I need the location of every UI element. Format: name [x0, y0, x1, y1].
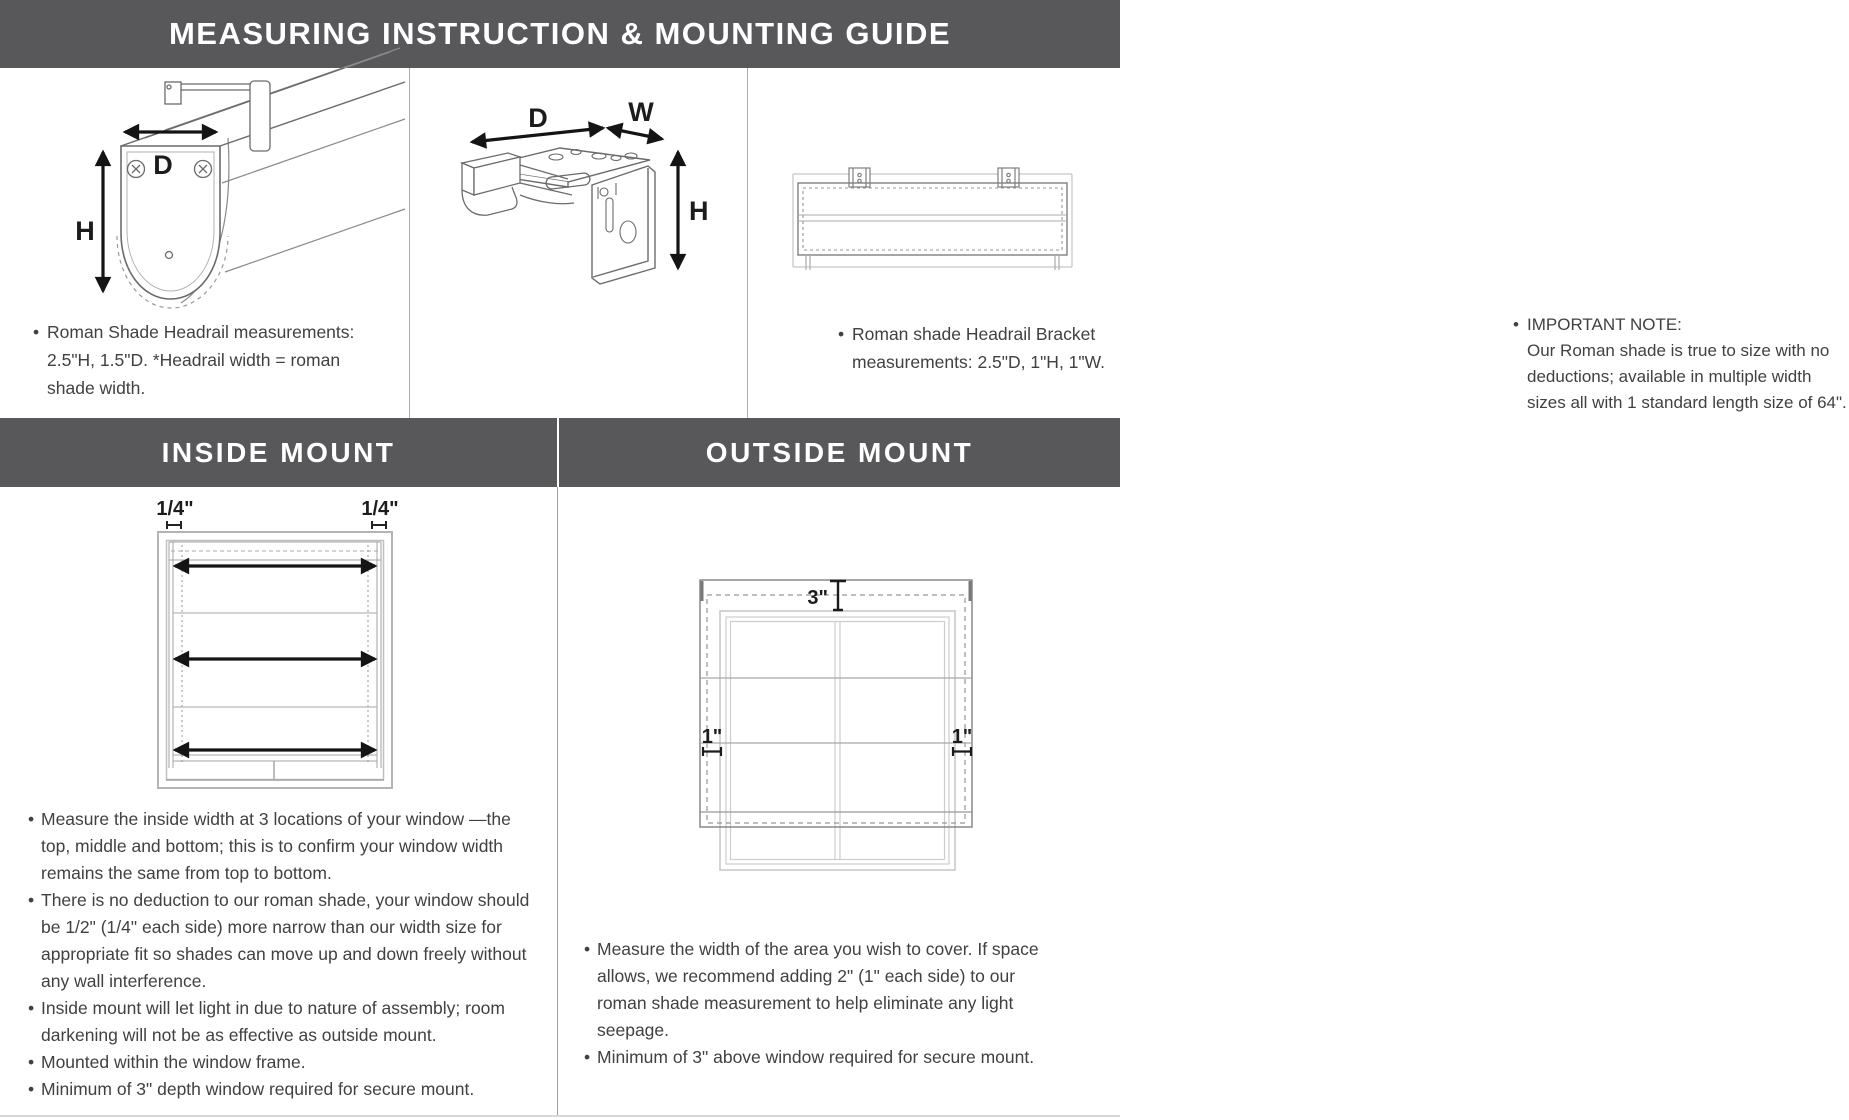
- mount-section-headers: [0, 418, 1120, 487]
- height-label: H: [75, 216, 95, 246]
- list-item: • Measure the width of the area you wish to cover. If space allows, we recommend adding 2" (1" each side) to our roman shade measurement to help eliminate any light seepage.: [584, 936, 1060, 1044]
- shade-dashed-sides: [182, 545, 368, 763]
- shade-legs: [806, 255, 1059, 270]
- bracket-icon: [849, 168, 1019, 187]
- window-behind-shade: [720, 611, 955, 870]
- shade-corner-marks: [702, 581, 970, 601]
- inside-mount-bullets: [28, 806, 542, 1103]
- shade-edges: [169, 542, 381, 768]
- right-gap-label: 1": [951, 726, 973, 748]
- outside-mount-bullets: [584, 936, 1060, 1071]
- depth-label: D: [528, 103, 548, 133]
- panel-important-note: [748, 68, 1847, 418]
- list-item: • Measure the inside width at 3 locations of your window —the top, middle and bottom; this is to confirm your window width remains the same from top to bottom.: [28, 806, 542, 887]
- panel-bracket: [410, 68, 1106, 418]
- left-gap-label: 1": [701, 726, 723, 748]
- width-measure-arrows: [175, 566, 375, 750]
- bracket-vertical-plate: [592, 166, 655, 284]
- headrail-seam-lines: [798, 215, 1067, 221]
- width-arrow: [608, 128, 662, 139]
- side-gap-tick-marks: [703, 747, 971, 756]
- window-sill: [166, 761, 384, 780]
- inside-mount-diagram: [135, 495, 415, 805]
- page-title: MEASURING INSTRUCTION & MOUNTING GUIDE: [168, 16, 952, 51]
- bracket-diagram: [460, 95, 740, 305]
- note-title: • IMPORTANT NOTE:: [1513, 312, 1849, 338]
- shade-dashed-inset: [707, 595, 965, 823]
- list-item: • Mounted within the window frame.: [28, 1049, 542, 1076]
- image-bottom-border: [0, 1115, 1120, 1117]
- bracket-bullet-text: • Roman shade Headrail Bracket measurements: 2.5"D, 1"H, 1"W.: [838, 320, 1114, 376]
- inside-mount-title: INSIDE MOUNT: [161, 436, 396, 468]
- list-item: • Minimum of 3" above window required for secure mount.: [584, 1044, 1060, 1071]
- outside-mount-header: [559, 418, 1120, 487]
- headrail-bullet-text: • Roman Shade Headrail measurements: 2.5"H, 1.5"D. *Headrail width = roman shade width.: [33, 318, 355, 402]
- outside-mount-diagram: [692, 560, 982, 905]
- width-label: W: [628, 97, 654, 127]
- height-label: H: [689, 196, 709, 226]
- inside-mount-header: [0, 418, 557, 487]
- inside-mount-section: [0, 487, 558, 1115]
- list-item: • Inside mount will let light in due to nature of assembly; room darkening will not be as effective as outside mount.: [28, 995, 542, 1049]
- list-item: • There is no deduction to our roman shade, your window should be 1/2" (1/4" each side) more narrow than our width size for appropriate fit so shades can move up and down freely without any wall interference.: [28, 887, 542, 995]
- depth-label: D: [153, 150, 173, 180]
- shade-fold-lines: [700, 678, 972, 743]
- list-item: • Minimum of 3" depth window required for secure mount.: [28, 1076, 542, 1103]
- top-gap-label: 3": [807, 587, 828, 609]
- gap-tick-marks: [167, 521, 386, 529]
- left-gap-label: 1/4": [156, 498, 194, 520]
- important-note-caption: [1513, 312, 1849, 416]
- mounted-shade-diagram: [788, 164, 1078, 279]
- headrail-caption: [33, 318, 355, 402]
- outside-mount-title: OUTSIDE MOUNT: [705, 436, 974, 468]
- mounting-bracket-detail: [165, 81, 270, 151]
- right-gap-label: 1/4": [361, 498, 399, 520]
- outside-mount-section: [558, 487, 1120, 1115]
- headrail-front-view: [798, 183, 1067, 255]
- panel-headrail: [0, 68, 410, 418]
- page-title-bar: [0, 0, 1120, 68]
- note-body: Our Roman shade is true to size with no deductions; available in multiple width sizes all with 1 standard length size of 64".: [1527, 341, 1847, 412]
- headrail-diagram: [55, 68, 405, 316]
